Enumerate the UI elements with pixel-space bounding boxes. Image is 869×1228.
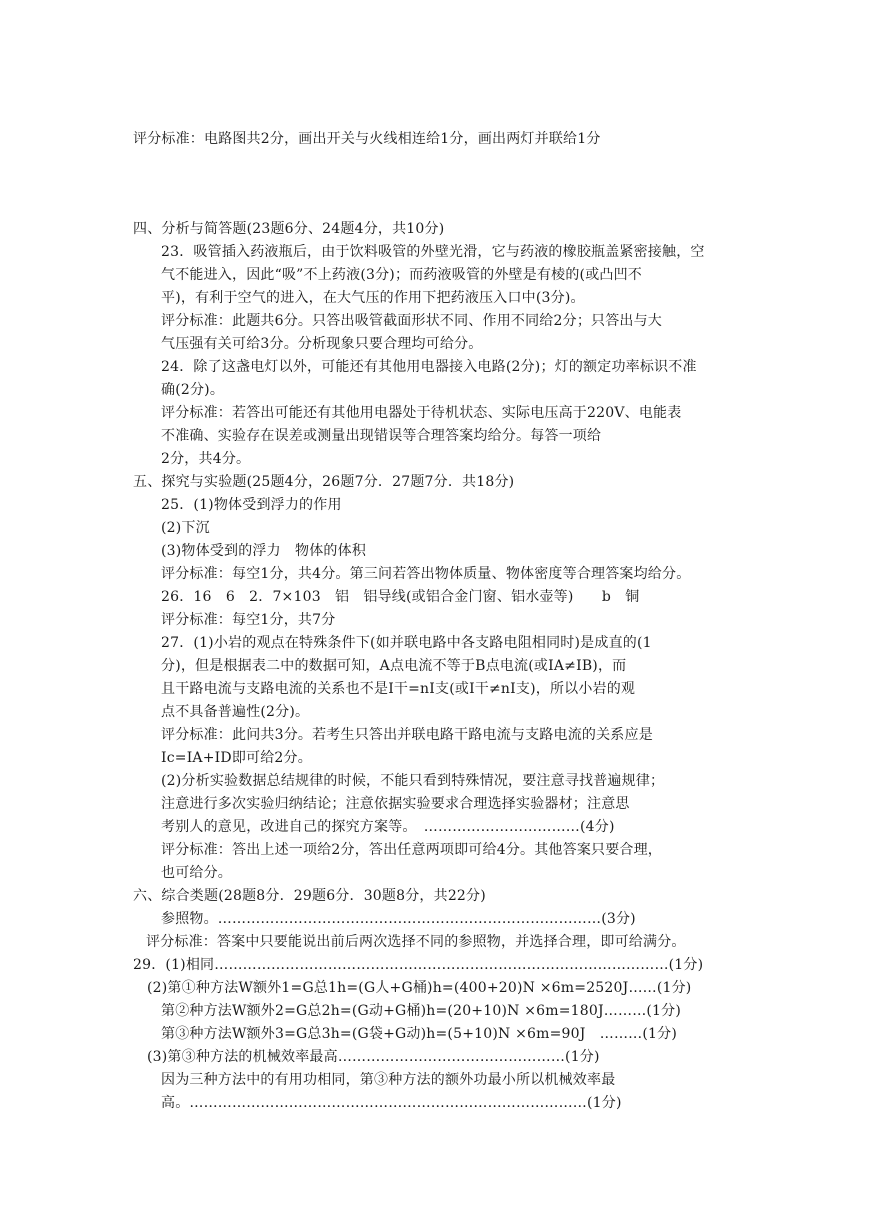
- answer-27-1: 27．(1)小岩的观点在特殊条件下(如并联电路中各支路电阻相同时)是成直的(1: [161, 635, 652, 651]
- section-4-heading: 四、分析与简答题(23题6分、24题4分，共10分): [133, 221, 445, 237]
- answer-23-line-3: 平)，有利于空气的进入，在大气压的作用下把药液压入口中(3分)。: [161, 290, 585, 306]
- grading-note-24-line-2: 不准确、实验存在误差或测量出现错误等合理答案均给分。每答一项给: [161, 428, 602, 444]
- grading-note-24-line-3: 2分，共4分。: [161, 451, 251, 467]
- answer-29-2-method-2: 第②种方法W额外2=G总2h=(G动+G桶)h=(20+10)N ×6m=180J………(1分): [161, 1003, 682, 1019]
- answer-25-3: (3)物体受到的浮力 物体的体积: [161, 543, 367, 559]
- answer-25-1: 25．(1)物体受到浮力的作用: [161, 497, 342, 513]
- answer-25-2: (2)下沉: [161, 520, 210, 536]
- answer-27-2: (2)分析实验数据总结规律的时候，不能只看到特殊情况，要注意寻找普遍规律；: [161, 773, 665, 789]
- grading-note-23: 评分标准：此题共6分。只答出吸管截面形状不同、作用不同给2分；只答出与大: [161, 313, 663, 329]
- grading-note-24: 评分标准：若答出可能还有其他用电器处于待机状态、实际电压高于220V、电能表: [161, 405, 682, 421]
- answer-23: 23．吸管插入药液瓶后，由于饮料吸管的外壁光滑，它与药液的橡胶瓶盖紧密接触，空: [161, 244, 705, 260]
- answer-27-1-line-3: 且干路电流与支路电流的关系也不是I干=nI支(或I干≠nI支)，所以小岩的观: [161, 681, 636, 697]
- answer-27-2-line-2: 注意进行多次实验归纳结论；注意依据实验要求合理选择实验器材；注意思: [161, 796, 630, 812]
- answer-29-2-method-1: (2)第①种方法W额外1=G总1h=(G人+G桶)h=(400+20)N ×6m=2520J……(1分): [147, 980, 692, 996]
- answer-27-1-line-4: 点不具备普遍性(2分)。: [161, 704, 310, 720]
- answer-28: 参照物。………………………………………………………………………(3分): [161, 911, 636, 927]
- answer-27-2-line-3: 考别人的意见，改进自己的探究方案等。 ……………………………(4分): [161, 819, 615, 835]
- answer-27-1-line-2: 分)，但是根据表二中的数据可知，A点电流不等于B点电流(或IA≠IB)，而: [161, 658, 627, 674]
- answer-24: 24．除了这盏电灯以外，可能还有其他用电器接入电路(2分)；灯的额定功率标识不准: [161, 359, 697, 375]
- answer-29-3-line-2: 因为三种方法中的有用功相同，第③种方法的额外功最小所以机械效率最: [161, 1072, 616, 1088]
- answer-26: 26．16 6 2．7×103 铝 铝导线(或铝合金门窗、铝水壶等) b 铜: [161, 589, 640, 605]
- answer-23-line-2: 气不能进入，因此“吸”不上药液(3分)；而药液吸管的外壁是有棱的(或凸凹不: [161, 267, 643, 283]
- answer-29-1: 29．(1)相同……………………………………………………………………………………(1分): [133, 957, 704, 973]
- grading-note-27-2: 评分标准：答出上述一项给2分，答出任意两项即可给4分。其他答案只要合理，: [161, 842, 663, 858]
- answer-24-line-2: 确(2分)。: [161, 382, 225, 398]
- section-5-heading: 五、探究与实验题(25题4分，26题7分．27题7分．共18分): [133, 474, 515, 490]
- grading-note-28: 评分标准：答案中只要能说出前后两次选择不同的参照物，并选择合理，即可给满分。: [146, 934, 686, 950]
- section-6-heading: 六、综合类题(28题8分．29题6分．30题8分，共22分): [133, 888, 486, 904]
- grading-note-27-1-line-2: Ic=IA+ID即可给2分。: [161, 750, 312, 766]
- grading-note-25: 评分标准：每空1分，共4分。第三问若答出物体质量、物体密度等合理答案均给分。: [161, 566, 691, 582]
- grading-note-23-line-2: 气压强有关可给3分。分析现象只要合理均可给分。: [161, 336, 483, 352]
- grading-note-circuit: 评分标准：电路图共2分，画出开关与火线相连给1分，画出两灯并联给1分: [133, 131, 601, 147]
- grading-note-26: 评分标准：每空1分，共7分: [161, 612, 336, 628]
- answer-29-2-method-3: 第③种方法W额外3=G总3h=(G袋+G动)h=(5+10)N ×6m=90J ………(1分): [161, 1026, 678, 1042]
- grading-note-27-2-line-2: 也可给分。: [161, 865, 232, 881]
- answer-29-3: (3)第③种方法的机械效率最高…………………………………………(1分): [147, 1049, 600, 1065]
- grading-note-27-1: 评分标准：此问共3分。若考生只答出并联电路干路电流与支路电流的关系应是: [161, 727, 653, 743]
- answer-29-3-line-3: 高。…………………………………………………………………………(1分): [161, 1095, 622, 1111]
